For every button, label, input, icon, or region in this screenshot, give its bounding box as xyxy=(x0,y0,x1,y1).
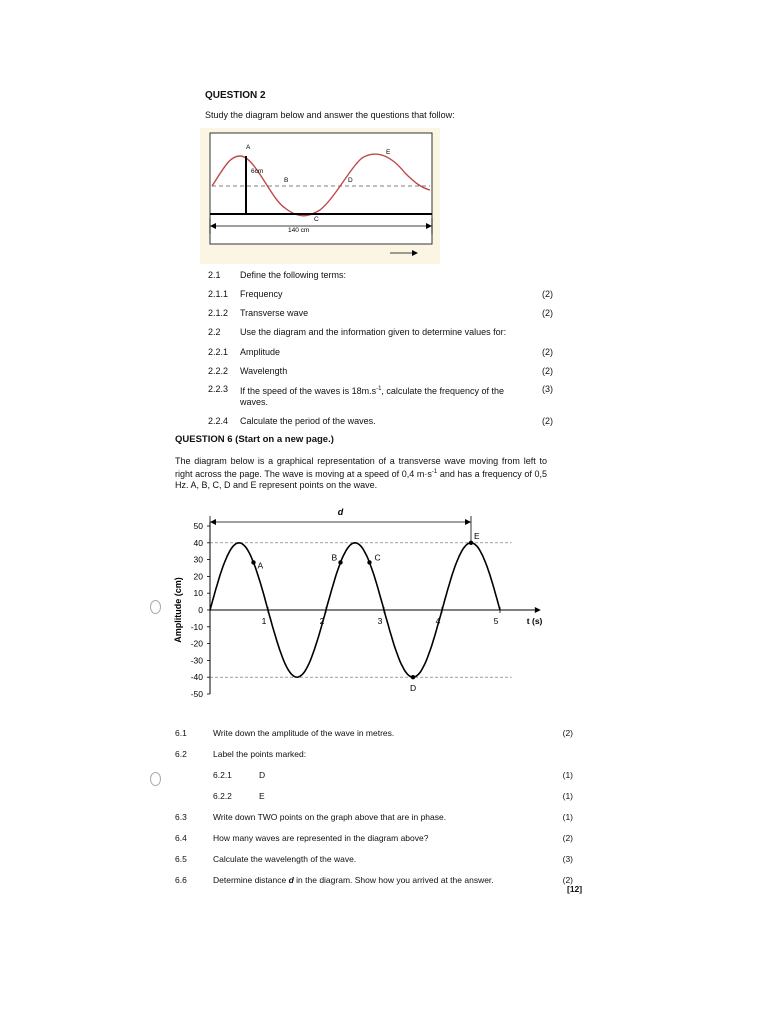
x-tick-label: 3 xyxy=(377,616,383,626)
x-axis-arrowhead xyxy=(535,607,541,613)
question-6-total: [12] xyxy=(567,884,583,894)
x-tick-label: 2 xyxy=(319,616,325,626)
y-axis-label: Amplitude (cm) xyxy=(173,577,183,643)
margin-punch-hole xyxy=(150,772,161,786)
y-tick-label: 30 xyxy=(193,554,203,565)
wave-point-c xyxy=(367,560,371,564)
amplitude-label: 6cm xyxy=(251,168,264,175)
distance-d-arrowhead-right xyxy=(465,519,471,525)
wave-diagram-q2 xyxy=(200,128,440,264)
x-tick-label: 5 xyxy=(493,616,499,626)
wave-point-label-b: B xyxy=(331,552,338,563)
diagram-label-d: D xyxy=(348,177,353,184)
x-axis-label: t (s) xyxy=(526,616,543,626)
wave-point-label-e: E xyxy=(474,530,480,541)
y-tick-label: 40 xyxy=(193,537,203,548)
x-tick-label: 4 xyxy=(435,616,441,626)
wave-point-b xyxy=(338,560,342,564)
y-tick-label: -50 xyxy=(190,689,203,699)
question-2-title: QUESTION 2 xyxy=(205,90,266,101)
y-tick-label: 50 xyxy=(193,521,203,531)
diagram-label-a: A xyxy=(246,144,251,151)
wave-graph-q6 xyxy=(165,500,575,710)
question-6-intro: The diagram below is a graphical representation of a transverse wave moving from left to right across the page. The wave is moving at a speed of 0,4 $m\cdot s^{-1}$ and has a frequency of 0,5 Hz. A, B, C, D and E represent points on the wave. xyxy=(175,456,548,490)
diagram-label-b: B xyxy=(284,177,289,184)
diagram-label-c: C xyxy=(314,216,319,223)
wave-point-label-d: D xyxy=(410,683,417,694)
y-tick-label: -10 xyxy=(190,621,203,632)
question-2-intro: Study the diagram below and answer the questions that follow: xyxy=(205,110,455,120)
y-tick-label: 10 xyxy=(193,588,203,599)
margin-punch-hole xyxy=(150,600,161,614)
length-label: 140 cm xyxy=(288,227,310,234)
y-tick-label: 0 xyxy=(198,605,203,615)
question-6-title: QUESTION 6 (Start on a new page.) xyxy=(175,434,334,445)
wave-point-label-c: C xyxy=(374,552,381,563)
wave-point-d xyxy=(411,675,415,679)
y-tick-label: -40 xyxy=(190,672,203,683)
wave-point-a xyxy=(251,560,255,564)
distance-d-label: d xyxy=(337,507,344,517)
diagram-label-e: E xyxy=(386,149,391,156)
x-tick-label: 1 xyxy=(261,616,267,626)
distance-d-arrowhead-left xyxy=(210,519,216,525)
y-tick-label: -30 xyxy=(190,655,203,666)
y-tick-label: 20 xyxy=(193,571,203,582)
y-tick-label: -20 xyxy=(190,638,203,649)
wave-point-label-a: A xyxy=(257,560,264,571)
